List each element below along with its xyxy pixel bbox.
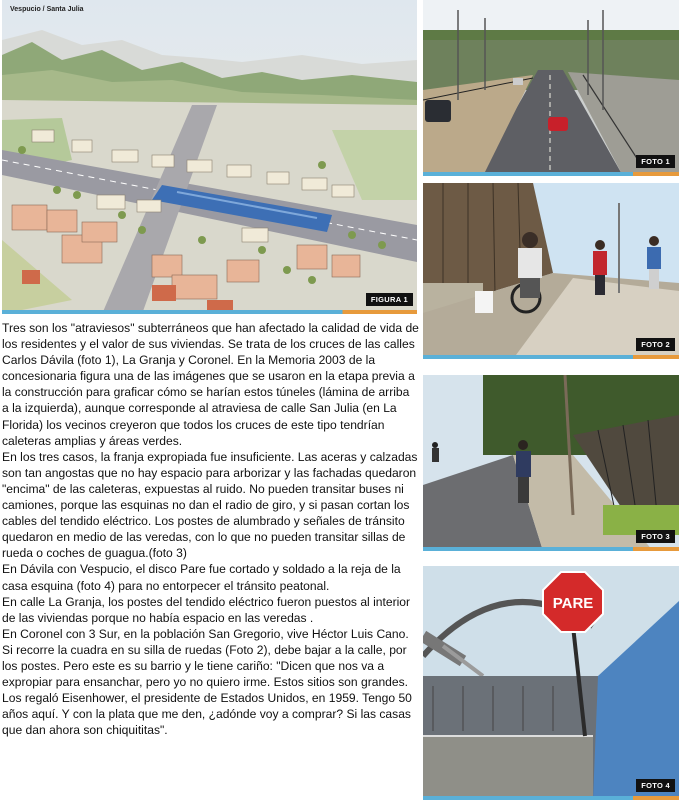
photo-1 xyxy=(423,0,679,176)
article-paragraph: En Coronel con 3 Sur, en la población San Gregorio, vive Héctor Luis Cano. Si recorre la cuadra en su silla de ruedas (Foto 2), debe bajar a la calle, por los postes. Pero este es su barrio y le tiene cariño: "Dicen que nos va a expropiar para ensanchar, pero yo no quiero irme. Estos sitios son grandes. Los regaló Eisenhower, el presidente de Estados Unidos, en 1959. Tengo 50 años aquí. Y con la plata que me den, ¿adónde voy a comprar? Si las casas que dan ahora son chiquititas". xyxy=(2,626,412,738)
photo-4 xyxy=(423,566,679,800)
article-paragraph: Tres son los "atraviesos" subterráneos que han afectado la calidad de vida de los residentes y el valor de sus viviendas. Se trata de los cruces de las calles Carlos Dávila (foto 1), La Granja y Coronel. En la Memoria 2003 de la concesionaria figura una de las imágenes que se usaron en la etapa previa a la construcción para graficar cómo se harían estos túneles (lámina de arriba a la izquierda), aunque corresponde al atraviesa de calle San Julia (en La Florida) los vecinos creyeron que todos los cruces de este tipo tendrían caleteras amplias y áreas verdes. xyxy=(2,321,419,448)
photo-3 xyxy=(423,375,679,551)
photo-3-tag: FOTO 3 xyxy=(636,530,675,543)
photo-4-tag: FOTO 4 xyxy=(636,779,675,792)
photo-1-image xyxy=(423,0,679,176)
article-paragraph: En los tres casos, la franja expropiada fue insuficiente. Las aceras y calzadas son tan angostas que no hay espacio para arborizar y las fachadas quedaron "encima" de las caleteras, expuestas al ruido. No pueden transitar buses ni camiones, porque las esquinas no dan el radio de giro, y si pasan cortan los cables del tendido eléctrico. Los postes de alumbrado y señales de tránsito quedaron en medio de las veredas, con lo que no pueden transitar sillas de rueda o coches de guagua.(foto 3) xyxy=(2,449,418,561)
stop-sign-text: PARE xyxy=(552,595,594,612)
photo-1-color-bar xyxy=(423,172,679,176)
photo-2-image xyxy=(423,183,679,359)
photo-1-tag: FOTO 1 xyxy=(636,155,675,168)
figure-color-bar xyxy=(2,310,417,314)
photo-2-tag: FOTO 2 xyxy=(636,338,675,351)
article-paragraph: En Dávila con Vespucio, el disco Pare fue cortado y soldado a la reja de la casa esquina (foto 4) para no entorpecer el tránsito peatonal. xyxy=(2,562,401,593)
article-body xyxy=(2,320,419,738)
figure-1-rendering xyxy=(2,0,417,314)
rendering-illustration xyxy=(2,0,417,314)
photo-4-color-bar xyxy=(423,796,679,800)
photo-2-color-bar xyxy=(423,355,679,359)
photo-2 xyxy=(423,183,679,359)
photo-3-image xyxy=(423,375,679,551)
photo-4-image xyxy=(423,566,679,800)
figure-header-label: Vespucio / Santa Julia xyxy=(10,6,84,13)
article-paragraph: En calle La Granja, los postes del tendido eléctrico fueron puestos al interior de las viviendas porque no había espacio en las veredas . xyxy=(2,594,411,625)
photo-3-color-bar xyxy=(423,547,679,551)
figure-tag: FIGURA 1 xyxy=(366,293,413,306)
